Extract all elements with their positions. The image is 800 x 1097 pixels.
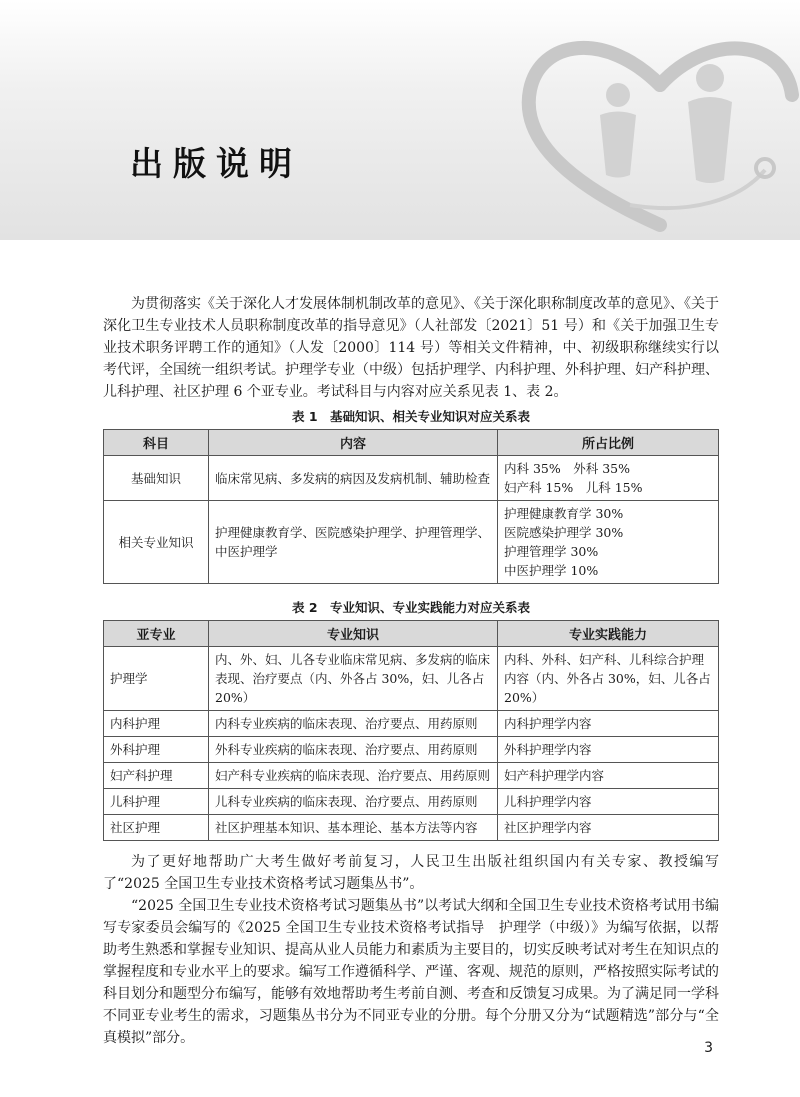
table2-practice: 社区护理学内容	[498, 815, 719, 841]
paragraph-3: “2025 全国卫生专业技术资格考试习题集丛书”以考试大纲和全国卫生专业技术资格考试用书编写专家委员会编写的《2025 全国卫生专业技术资格考试指导 护理学（中级）》为编写依据，以帮助考生熟悉和掌握专业知识、提高从业人员能力和素质为主要目的，切实反映考试对考生在知识点的掌握程度和专业水平上的要求。编写工作遵循科学、严谨、客观、规范的原则，严格按照实际考试的科目划分和题型分布编写，能够有效地帮助考生考前自测、考查和反馈复习成果。为了满足同一学科不同亚专业考生的需求，习题集丛书分为不同亚专业的分册。每个分册又分为“试题精选”部分与“全真模拟”部分。	[103, 898, 719, 1046]
table2-knowledge: 内、外、妇、儿各专业临床常见病、多发病的临床表现、治疗要点（内、外各占 30%，妇、儿各占 20%）	[209, 647, 498, 711]
table1-header-ratio: 所占比例	[498, 430, 719, 456]
ratio-line: 中医护理学 10%	[504, 563, 599, 578]
ratio-line: 医院感染护理学 30%	[504, 525, 624, 540]
table2-practice: 内科、外科、妇产科、儿科综合护理内容（内、外各占 30%，妇、儿各占 20%）	[498, 647, 719, 711]
table1-caption: 表 1 基础知识、相关专业知识对应关系表	[291, 409, 531, 424]
table-header-row	[104, 621, 719, 647]
table1-ratio	[498, 501, 719, 584]
table2-practice: 妇产科护理学内容	[498, 763, 719, 789]
table-row	[104, 711, 719, 737]
table1-content: 临床常见病、多发病的病因及发病机制、辅助检查	[209, 456, 498, 501]
table-row	[104, 737, 719, 763]
intro-paragraph: 为贯彻落实《关于深化人才发展体制机制改革的意见》、《关于深化职称制度改革的意见》、《关于深化卫生专业技术人员职称制度改革的指导意见》（人社部发〔2021〕51 号）和《关于加强卫生专业技术职务评聘工作的通知》（人发〔2000〕114 号）等相关文件精神，中、初级职称继续实行以考代评，全国统一组织考试。护理学专业（中级）包括护理学、内科护理、外科护理、妇产科护理、儿科护理、社区护理 6 个亚专业。考试科目与内容对应关系见表 1、表 2。	[103, 296, 719, 400]
table2-subject: 外科护理	[104, 737, 209, 763]
table-row	[104, 789, 719, 815]
table2-header-practice: 专业实践能力	[498, 621, 719, 647]
page-number: 3	[704, 1040, 713, 1056]
table1-header-content: 内容	[209, 430, 498, 456]
table2-subject: 社区护理	[104, 815, 209, 841]
table2-header-subject: 亚专业	[104, 621, 209, 647]
table-row	[104, 647, 719, 711]
table1-ratio	[498, 456, 719, 501]
paragraph-2: 为了更好地帮助广大考生做好考前复习，人民卫生出版社组织国内有关专家、教授编写了“2025 全国卫生专业技术资格考试习题集丛书”。	[103, 854, 719, 892]
page-title: 出版说明	[130, 144, 302, 183]
table-row	[104, 763, 719, 789]
table2-knowledge: 社区护理基本知识、基本理论、基本方法等内容	[209, 815, 498, 841]
table2-knowledge: 妇产科专业疾病的临床表现、治疗要点、用药原则	[209, 763, 498, 789]
table2-practice: 外科护理学内容	[498, 737, 719, 763]
table2-subject: 妇产科护理	[104, 763, 209, 789]
table2-header-knowledge: 专业知识	[209, 621, 498, 647]
table2	[103, 620, 719, 841]
table2-subject: 内科护理	[104, 711, 209, 737]
table2-practice: 儿科护理学内容	[498, 789, 719, 815]
table1-content: 护理健康教育学、医院感染护理学、护理管理学、中医护理学	[209, 501, 498, 584]
ratio-line: 护理管理学 30%	[504, 544, 599, 559]
table2-knowledge: 儿科专业疾病的临床表现、治疗要点、用药原则	[209, 789, 498, 815]
table-row	[104, 501, 719, 584]
table1-header-subject: 科目	[104, 430, 209, 456]
table2-knowledge: 外科专业疾病的临床表现、治疗要点、用药原则	[209, 737, 498, 763]
ratio-line: 内科 35% 外科 35%	[504, 461, 631, 476]
table-row	[104, 815, 719, 841]
table2-knowledge: 内科专业疾病的临床表现、治疗要点、用药原则	[209, 711, 498, 737]
table2-subject: 护理学	[104, 647, 209, 711]
table2-practice: 内科护理学内容	[498, 711, 719, 737]
content-area	[103, 293, 719, 1049]
table1-subject: 基础知识	[104, 456, 209, 501]
heart-people-logo	[510, 0, 800, 240]
table1-subject: 相关专业知识	[104, 501, 209, 584]
table-row	[104, 456, 719, 501]
table1	[103, 429, 719, 584]
table2-caption: 表 2 专业知识、专业实践能力对应关系表	[291, 600, 531, 615]
ratio-line: 妇产科 15% 儿科 15%	[504, 480, 643, 495]
table-header-row	[104, 430, 719, 456]
ratio-line: 护理健康教育学 30%	[504, 506, 624, 521]
table2-subject: 儿科护理	[104, 789, 209, 815]
